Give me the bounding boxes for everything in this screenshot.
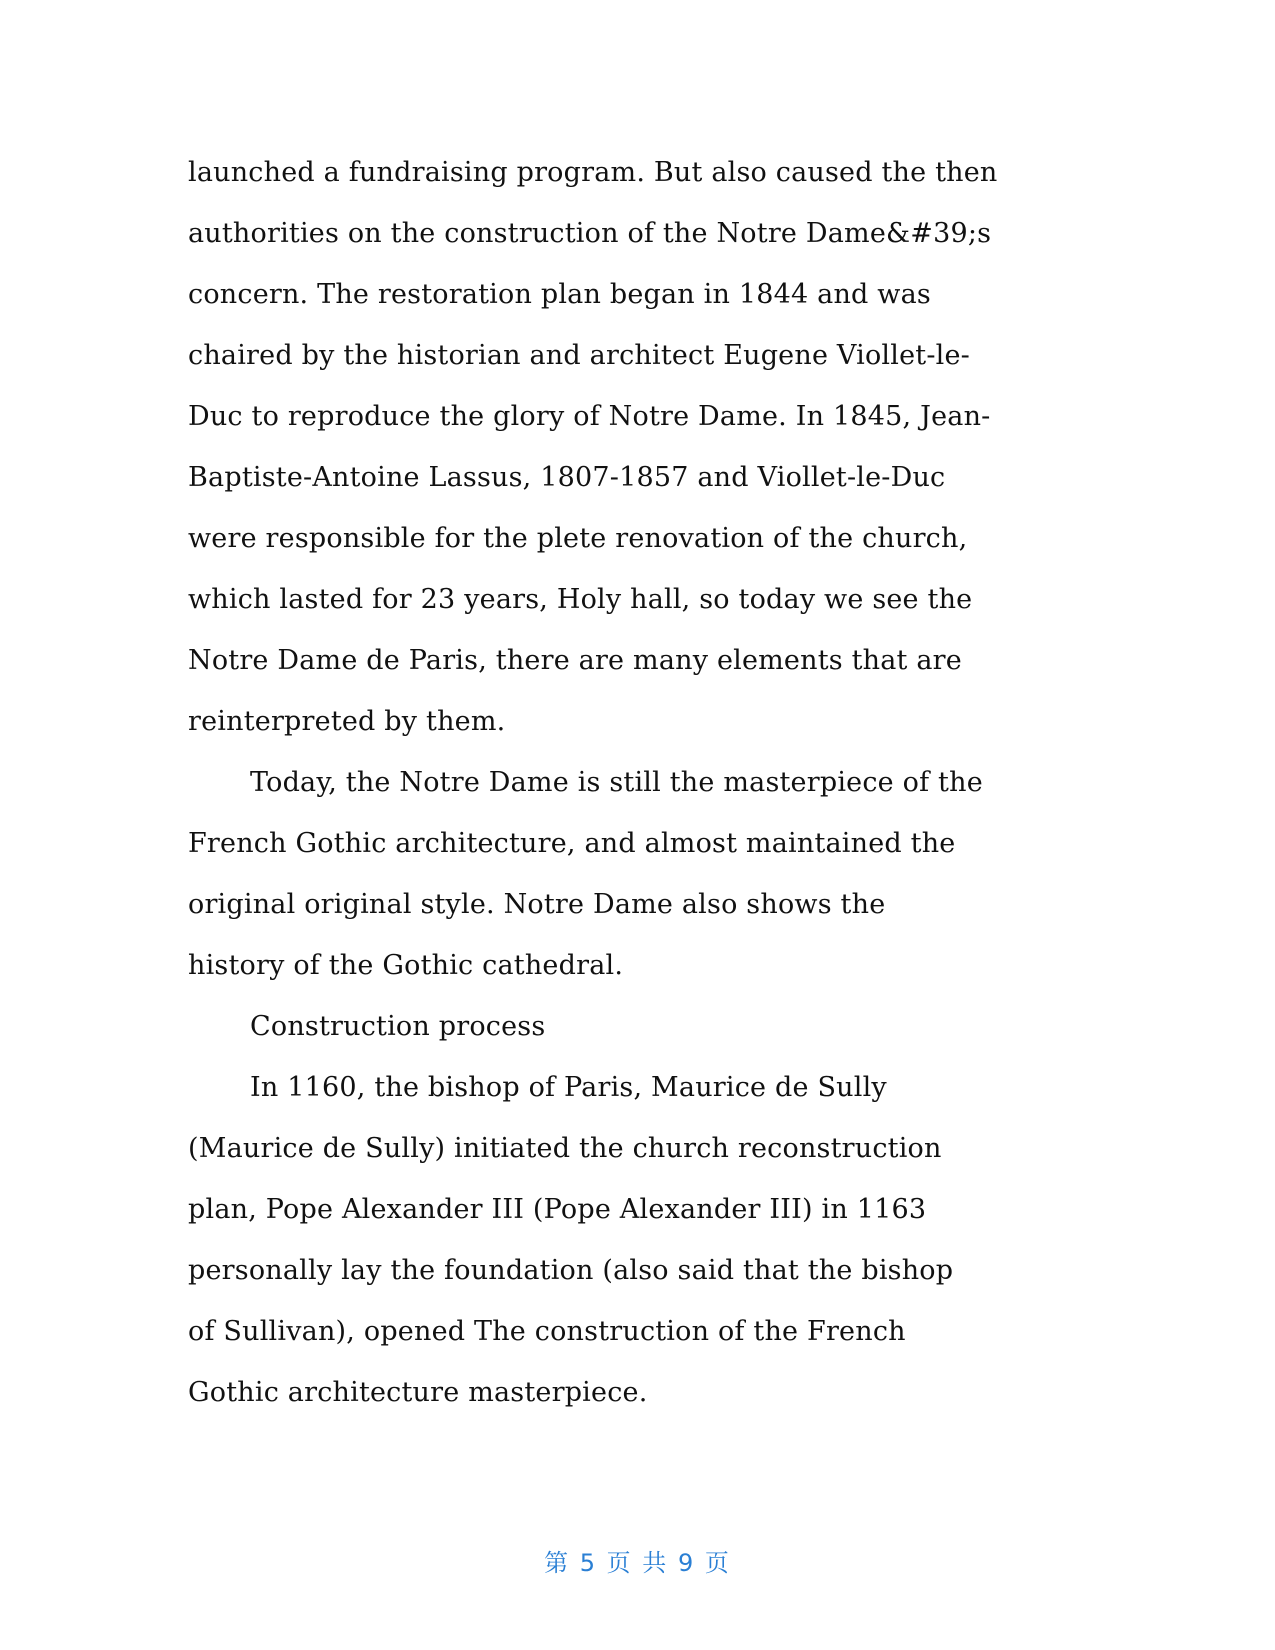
section-heading: Construction process	[250, 1011, 546, 1042]
paragraph-start-line: In 1160, the bishop of Paris, Maurice de Sully	[250, 1072, 887, 1103]
text-line: history of the Gothic cathedral.	[188, 950, 624, 981]
page-number-footer: 第 5 页 共 9 页	[544, 1549, 731, 1577]
text-line: authorities on the construction of the Notre Dame&#39;s	[188, 218, 992, 249]
text-line: of Sullivan), opened The construction of the French	[188, 1316, 906, 1347]
text-line: reinterpreted by them.	[188, 706, 506, 737]
text-line: French Gothic architecture, and almost maintained the	[188, 828, 956, 859]
body-text	[188, 142, 1088, 1423]
paragraph-start-line: Today, the Notre Dame is still the masterpiece of the	[250, 767, 983, 798]
text-line: concern. The restoration plan began in 1844 and was	[188, 279, 931, 310]
text-line: personally lay the foundation (also said that the bishop	[188, 1255, 954, 1286]
text-line: (Maurice de Sully) initiated the church reconstruction	[188, 1133, 942, 1164]
text-line: were responsible for the plete renovation of the church,	[188, 523, 968, 554]
text-line: which lasted for 23 years, Holy hall, so today we see the	[188, 584, 973, 615]
text-line: Duc to reproduce the glory of Notre Dame. In 1845, Jean-	[188, 401, 991, 432]
text-line: launched a fundraising program. But also caused the then	[188, 157, 998, 188]
text-line: chaired by the historian and architect Eugene Viollet-le-	[188, 340, 970, 371]
text-line: Notre Dame de Paris, there are many elements that are	[188, 645, 962, 676]
text-line: original original style. Notre Dame also shows the	[188, 889, 886, 920]
text-line: Gothic architecture masterpiece.	[188, 1377, 648, 1408]
text-line: Baptiste-Antoine Lassus, 1807-1857 and Viollet-le-Duc	[188, 462, 946, 493]
text-line: plan, Pope Alexander III (Pope Alexander III) in 1163	[188, 1194, 927, 1225]
